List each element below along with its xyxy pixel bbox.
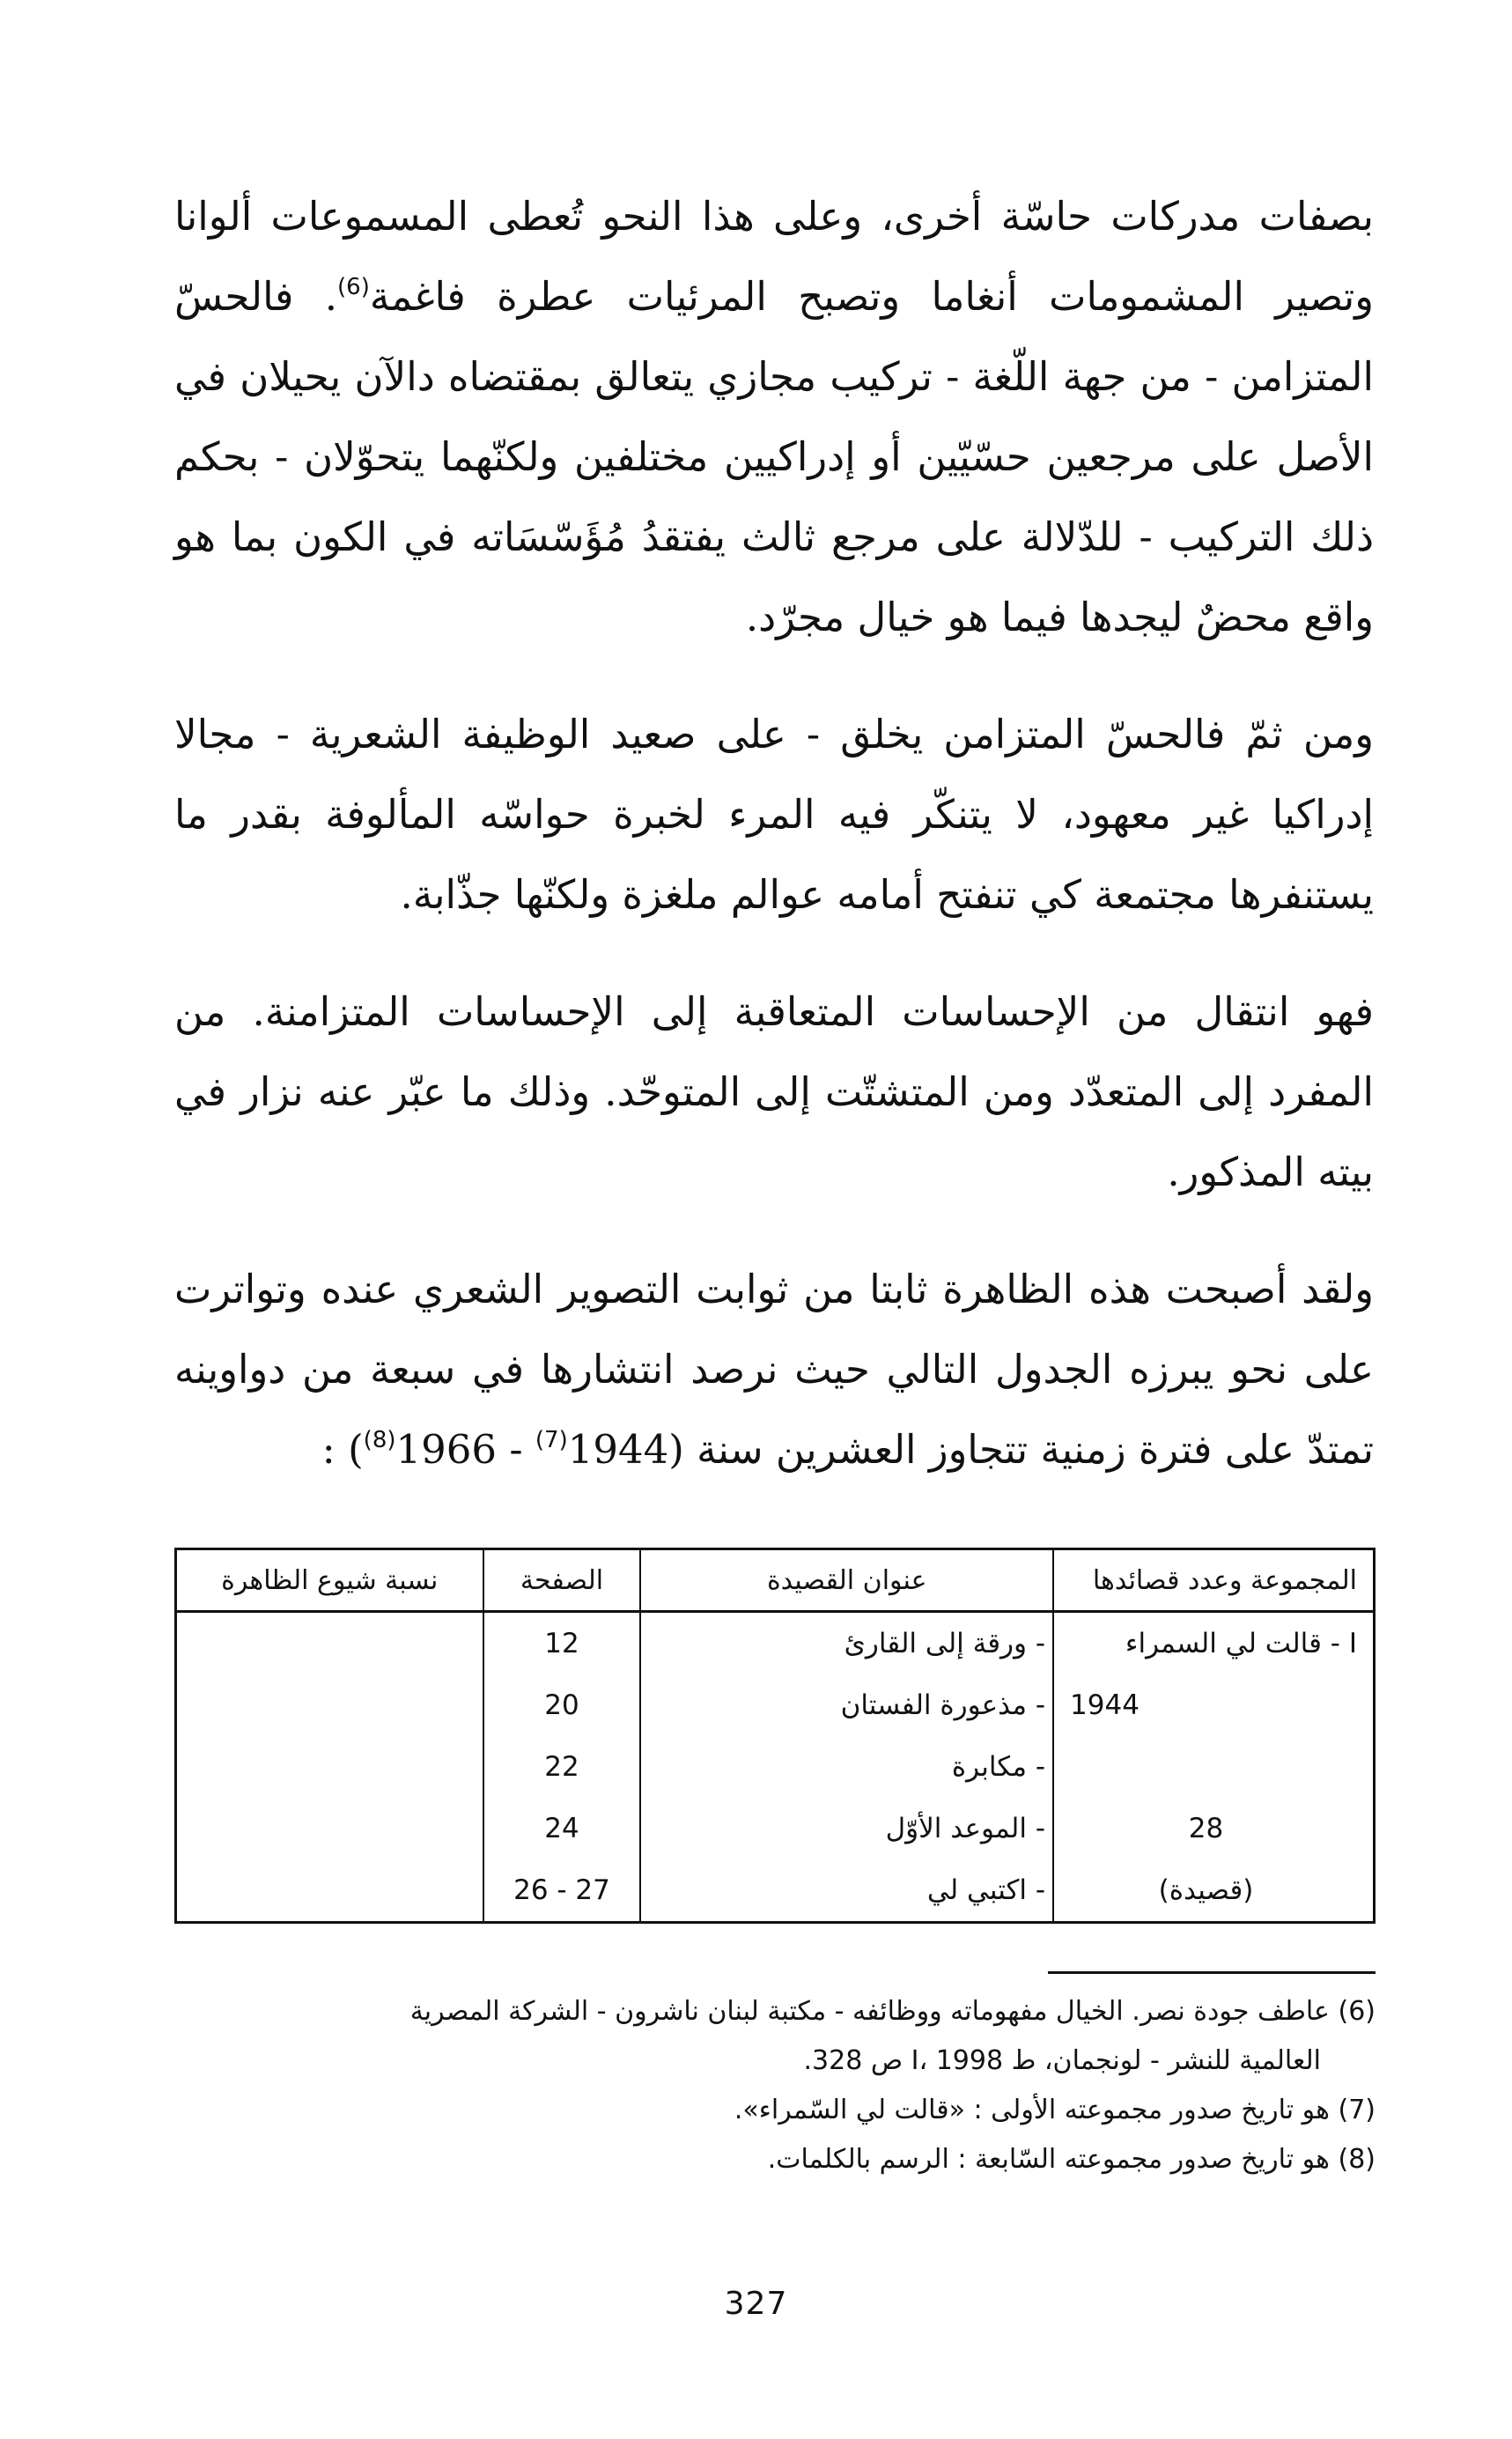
header-collection: المجموعة وعدد قصائدها (1053, 1549, 1374, 1612)
paragraph-4-text-c: ) : (321, 1426, 364, 1473)
footnote-ref-6[interactable]: (6) (337, 274, 370, 300)
paragraph-2-text: ومن ثمّ فالحسّ المتزامن يخلق - على صعيد الوظيفة الشعرية - مجالا إدراكيا غير معهود، لا يتنكّر فيه المرء لخبرة حواسّه المألوفة بقدر ما يستنفرها مجتمعة كي تنفتح أمامه عوالم ملغزة ولكنّها جذّابة. (174, 711, 1374, 918)
collection-name: I - قالت لي السمراء (1053, 1612, 1374, 1675)
poem-title: - اكتبي لي (640, 1859, 1053, 1923)
main-text (174, 176, 1374, 1526)
header-frequency: نسبة شيوع الظاهرة (176, 1549, 483, 1612)
footnote-text: هو تاريخ صدور مجموعته السّابعة : الرسم بالكلمات. (767, 2144, 1330, 2175)
table-row (176, 1859, 1375, 1923)
paragraph-3 (174, 972, 1374, 1212)
footnotes (174, 1987, 1376, 2184)
footnote-8 (174, 2135, 1376, 2184)
poem-page: 22 (483, 1736, 641, 1798)
poem-title: - ورقة إلى القارئ (640, 1612, 1053, 1675)
paragraph-1 (174, 176, 1374, 657)
footnote-text: هو تاريخ صدور مجموعته الأولى : «قالت لي السّمراء». (734, 2095, 1330, 2125)
footnote-6 (174, 1987, 1376, 2086)
poem-page: 26 - 27 (483, 1859, 641, 1923)
footnote-divider (1048, 1971, 1376, 1974)
paragraph-1-text-a: بصفات مدركات حاسّة أخرى، وعلى هذا النحو تُعطى المسموعات ألوانا وتصير المشمومات أنغاما وتصبح المرئيات عطرة فاغمة (174, 193, 1374, 320)
frequency-cell (176, 1674, 483, 1736)
table-row (176, 1736, 1375, 1798)
poems-table (174, 1548, 1376, 1924)
paragraph-4-text-b: - 1966 (395, 1426, 535, 1473)
footnote-number: (8) (1338, 2144, 1376, 2175)
header-poem-title: عنوان القصيدة (640, 1549, 1053, 1612)
page-number: 327 (724, 2286, 788, 2322)
paragraph-4 (174, 1249, 1374, 1489)
frequency-cell (176, 1859, 483, 1923)
footnote-7 (174, 2086, 1376, 2135)
collection-count-label: (قصيدة) (1053, 1859, 1374, 1923)
poem-page: 12 (483, 1612, 641, 1675)
collection-count: 28 (1053, 1798, 1374, 1859)
footnote-ref-7[interactable]: (7) (535, 1427, 568, 1453)
table-header-row (176, 1549, 1375, 1612)
poem-title: - الموعد الأوّل (640, 1798, 1053, 1859)
header-page: الصفحة (483, 1549, 641, 1612)
table-row (176, 1798, 1375, 1859)
footnote-text-continued: العالمية للنشر - لونجمان، ط I، 1998 ص 328. (803, 2045, 1321, 2076)
table-row (176, 1674, 1375, 1736)
collection-year: 1944 (1053, 1674, 1374, 1736)
footnote-text: عاطف جودة نصر. الخيال مفهوماته ووظائفه - مكتبة لبنان ناشرون - الشركة المصرية (409, 1996, 1330, 2027)
poem-title: - مذعورة الفستان (640, 1674, 1053, 1736)
paragraph-3-text: فهو انتقال من الإحساسات المتعاقبة إلى الإحساسات المتزامنة. من المفرد إلى المتعدّد ومن المتشتّت إلى المتوحّد. وذلك ما عبّر عنه نزار في بيته المذكور. (174, 988, 1374, 1195)
paragraph-2 (174, 694, 1374, 935)
frequency-cell (176, 1612, 483, 1675)
table-row (176, 1612, 1375, 1675)
footnote-number: (7) (1338, 2095, 1376, 2125)
collection-empty-cell (1053, 1736, 1374, 1798)
footnote-number: (6) (1338, 1996, 1376, 2027)
frequency-cell (176, 1736, 483, 1798)
poem-page: 20 (483, 1674, 641, 1736)
frequency-cell (176, 1798, 483, 1859)
paragraph-1-text-b: . فالحسّ المتزامن - من جهة اللّغة - تركيب مجازي يتعالق بمقتضاه دالآن يحيلان في الأصل على مرجعين حسّيّين أو إدراكيين مختلفين ولكنّهما يتحوّلان - بحكم ذلك التركيب - للدّلالة على مرجع ثالث يفتقدُ مُؤَسّسَاته في الكون بما هو واقع محضٌ ليجدها فيما هو خيال مجرّد. (174, 273, 1374, 640)
footnote-ref-8[interactable]: (8) (363, 1427, 396, 1453)
poem-title: - مكابرة (640, 1736, 1053, 1798)
poem-page: 24 (483, 1798, 641, 1859)
paragraph-4-text-a: ولقد أصبحت هذه الظاهرة ثابتا من ثوابت التصوير الشعري عنده وتواترت على نحو يبرزه الجدول التالي حيث نرصد انتشارها في سبعة من دواوينه تمتدّ على فترة زمنية تتجاوز العشرين سنة (1944 (174, 1266, 1374, 1473)
